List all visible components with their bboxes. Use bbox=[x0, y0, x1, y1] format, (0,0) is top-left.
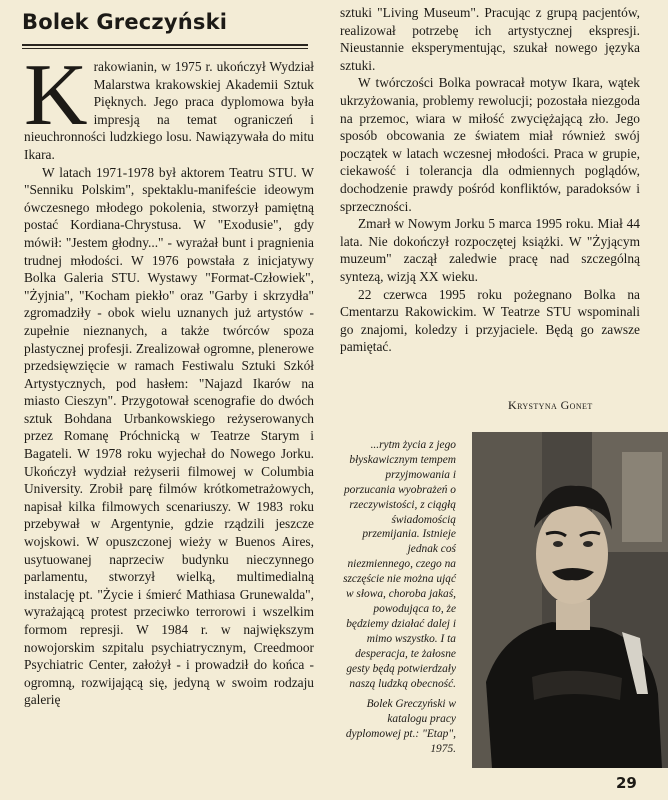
paragraph-themes: W twórczości Bolka powracał motyw Ikara, wątek ukrzyżowania, problemy rewolucji; pozostała niezgoda na przemoc, wiara w miłość zwyciężającą zło. Jego sposób obcowania ze światem miał również swój początek w latach wczesnej młodości. Praca w grupie, ciekawość i tolerancja dla odmiennych poglądów, dochodzenie prawdy pośród konfliktów, paradoksów i sprzeczności. bbox=[340, 75, 640, 214]
paragraph-museum: sztuki "Living Museum". Pracując z grupą pacjentów, realizował potrzebę ich artystycznej ekspresji. Nieustannie eksperymentując, szukał nowego języka sztuki. bbox=[340, 5, 640, 73]
paragraph-farewell: 22 czerwca 1995 roku pożegnano Bolka na Cmentarzu Rakowickim. W Teatrze STU wspominali go znajomi, koledzy i przyjaciele. Będą go zawsze pamiętać. bbox=[340, 286, 640, 355]
paragraph-intro-text: rakowianin, w 1975 r. ukończył Wydział Malarstwa krakowskiej Akademii Sztuk Pięknych. Jego praca dyplomowa była impresją na temat ograniczeń i nieuchronności ludzkiego losu. Nawiązywała do mitu Ikara. bbox=[24, 59, 314, 162]
page-number: 29 bbox=[616, 774, 637, 792]
portrait-illustration bbox=[472, 432, 668, 768]
paragraph-intro bbox=[24, 47, 314, 164]
pull-quote-caption: Bolek Greczyński w katalogu pracy dyplomowej pt.: "Etap", 1975. bbox=[345, 698, 456, 756]
drop-cap: K bbox=[24, 47, 88, 144]
paragraph-career: W latach 1971-1978 był aktorem Teatru STU. W "Senniku Polskim", spektaklu-manifeście ideowym ówczesnego młodego pokolenia, stworzył pamiętną postać Kordiana-Chrystusa. W "Exodusie", gdy mówił: "Jestem głodny..." - wyrażał bunt i pragnienia trudnej młodości. W 1976 powstała z inicjatywy Bolka Galeria STU. Wystawy "Format-Człowiek", "Żyjnia", "Kocham piekło" oraz "Garby i skrzydła" zgromadziły - obok wielu uznanych już artystów - zupełnie nieznanych, a także twórców spoza plastycznej profesji. Zrealizował ogromne, plenerowe przedsięwzięcie w ramach Festiwalu Sztuki Szkół Artystycznych, pod hasłem: "Najazd Ikarów na miasto Cieszyn". Przygotował scenografie do dwóch sztuk Bohdana Urbankowskiego reżyserowanych przez Romanę Próchnicką w Teatrze Starym i Bagateli. W 1978 roku wyjechał do Nowego Jorku. Ukończył wydział reżyserii filmowej w Columbia University. Zrobił parę filmów krótkometrażowych, napisał kilka filmowych scenariuszy. W 1983 roku przebywał w Argentynie, gdzie rządzili jeszcze wojskowi. W opuszczonej wieży w Buenos Aires, usytuowanej naprzeciw budynku nieczynnego parlamentu, stworzył wielką, multimedialną instalację pt. "Życie i śmierć Mathiasa Grunewalda", wyrażającą protest przeciwko terrorowi i wszelkim formom represji. W 1984 r. w największym nowojorskim szpitalu psychiatrycznym, Creedmoor Psychiatric Center, założył - i prowadził do końca - ogromną, rozwijającą się, jedyną w swoim rodzaju galerię bbox=[24, 164, 314, 708]
paragraph-death: Zmarł w Nowym Jorku 5 marca 1995 roku. Miał 44 lata. Nie dokończył rozpoczętej książki. W "Żyjącym muzeum" zaczął zaledwie pracę nad szczególną syntezą, wizją XX wieku. bbox=[340, 216, 640, 284]
pull-quote-text: ...rytm życia z jego błyskawicznym tempem przyjmowania i porzucania wyobrażeń o rzeczywistości, z ciągłą świadomością przemijania. Istnieje jednak coś niezmiennego, czego na szczęście nie można ująć w słowa, choroba jakaś, powodująca to, że będziemy działać dalej i mimo wszystko. I ta desperacja, te żałosne gesty będą potwierdzały naszą ludzką obecność. bbox=[343, 439, 456, 690]
article-title: Bolek Greczyński bbox=[22, 10, 228, 34]
author-byline: Krystyna Gonet bbox=[508, 398, 593, 412]
title-rule bbox=[22, 44, 308, 46]
right-column bbox=[340, 4, 640, 356]
pull-quote bbox=[340, 438, 456, 757]
left-column bbox=[24, 47, 314, 709]
portrait-photo bbox=[472, 432, 668, 768]
